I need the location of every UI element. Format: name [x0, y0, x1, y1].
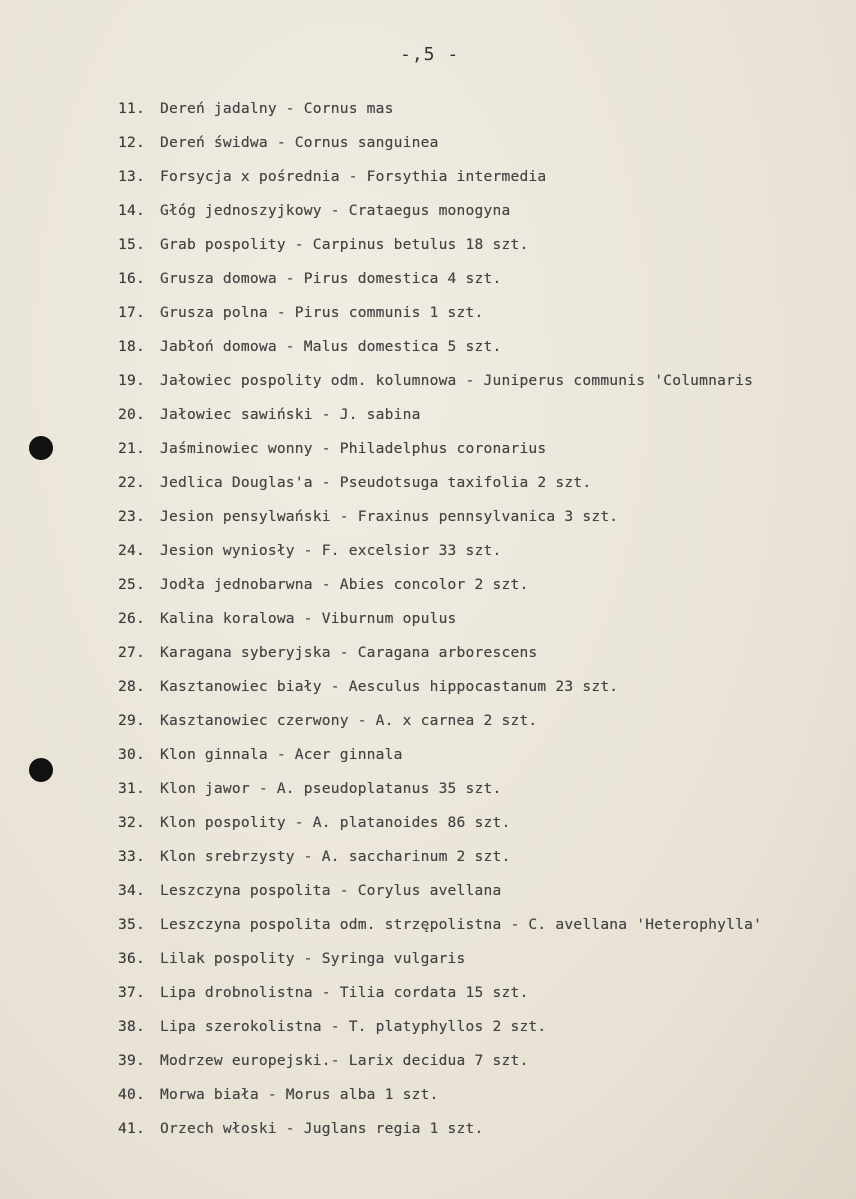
item-number: 36. — [118, 950, 145, 967]
item-number: 32. — [118, 814, 145, 831]
item-number: 16. — [118, 270, 145, 287]
item-number: 39. — [118, 1052, 145, 1069]
item-number: 27. — [118, 644, 145, 661]
item-text: Forsycja x pośrednia - Forsythia intermedia — [160, 168, 547, 185]
item-text: Grusza polna - Pirus communis 1 szt. — [160, 304, 484, 321]
item-text: Modrzew europejski.- Larix decidua 7 szt. — [160, 1052, 529, 1069]
list-item — [118, 404, 856, 438]
item-text: Morwa biała - Morus alba 1 szt. — [160, 1086, 439, 1103]
list-item — [118, 472, 856, 506]
list-item — [118, 132, 856, 166]
list-item — [118, 914, 856, 948]
item-text: Lilak pospolity - Syringa vulgaris — [160, 950, 466, 967]
item-text: Jałowiec pospolity odm. kolumnowa - Juniperus communis 'Columnaris — [160, 372, 754, 389]
list-item — [118, 200, 856, 234]
punch-hole — [29, 758, 53, 782]
item-number: 38. — [118, 1018, 145, 1035]
item-number: 29. — [118, 712, 145, 729]
item-number: 14. — [118, 202, 145, 219]
list-item — [118, 540, 856, 574]
list-item — [118, 438, 856, 472]
item-text: Jodła jednobarwna - Abies concolor 2 szt. — [160, 576, 529, 593]
item-text: Jesion pensylwański - Fraxinus pennsylvanica 3 szt. — [160, 508, 619, 525]
item-number: 30. — [118, 746, 145, 763]
item-text: Karagana syberyjska - Caragana arborescens — [160, 644, 538, 661]
punch-hole — [29, 436, 53, 460]
item-text: Lipa drobnolistna - Tilia cordata 15 szt. — [160, 984, 529, 1001]
list-item — [118, 166, 856, 200]
list-item — [118, 506, 856, 540]
item-text: Orzech włoski - Juglans regia 1 szt. — [160, 1120, 484, 1137]
item-text: Klon jawor - A. pseudoplatanus 35 szt. — [160, 780, 502, 797]
item-number: 35. — [118, 916, 145, 933]
item-text: Dereń świdwa - Cornus sanguinea — [160, 134, 439, 151]
item-number: 15. — [118, 236, 145, 253]
item-number: 26. — [118, 610, 145, 627]
item-text: Leszczyna pospolita odm. strzępolistna - C. avellana 'Heterophylla' — [160, 916, 763, 933]
item-text: Grab pospolity - Carpinus betulus 18 szt. — [160, 236, 529, 253]
item-number: 17. — [118, 304, 145, 321]
item-number: 28. — [118, 678, 145, 695]
item-text: Jedlica Douglas'a - Pseudotsuga taxifolia 2 szt. — [160, 474, 592, 491]
list-item — [118, 710, 856, 744]
list-item — [118, 778, 856, 812]
item-text: Leszczyna pospolita - Corylus avellana — [160, 882, 502, 899]
list-item — [118, 1050, 856, 1084]
list-item — [118, 608, 856, 642]
list-item — [118, 744, 856, 778]
item-number: 25. — [118, 576, 145, 593]
item-text: Lipa szerokolistna - T. platyphyllos 2 szt. — [160, 1018, 547, 1035]
item-number: 33. — [118, 848, 145, 865]
item-number: 11. — [118, 100, 145, 117]
item-number: 34. — [118, 882, 145, 899]
item-number: 22. — [118, 474, 145, 491]
species-list — [118, 98, 856, 1152]
item-number: 13. — [118, 168, 145, 185]
list-item — [118, 370, 856, 404]
item-number: 21. — [118, 440, 145, 457]
list-item — [118, 1084, 856, 1118]
item-number: 41. — [118, 1120, 145, 1137]
list-item — [118, 948, 856, 982]
list-item — [118, 1016, 856, 1050]
item-text: Kalina koralowa - Viburnum opulus — [160, 610, 457, 627]
item-number: 23. — [118, 508, 145, 525]
list-item — [118, 812, 856, 846]
list-item — [118, 336, 856, 370]
item-text: Dereń jadalny - Cornus mas — [160, 100, 394, 117]
list-item — [118, 268, 856, 302]
item-number: 24. — [118, 542, 145, 559]
list-item — [118, 982, 856, 1016]
item-text: Jesion wyniosły - F. excelsior 33 szt. — [160, 542, 502, 559]
item-text: Klon ginnala - Acer ginnala — [160, 746, 403, 763]
list-item — [118, 234, 856, 268]
list-item — [118, 302, 856, 336]
item-number: 37. — [118, 984, 145, 1001]
item-number: 40. — [118, 1086, 145, 1103]
list-item — [118, 1118, 856, 1152]
item-text: Klon pospolity - A. platanoides 86 szt. — [160, 814, 511, 831]
item-number: 31. — [118, 780, 145, 797]
item-text: Grusza domowa - Pirus domestica 4 szt. — [160, 270, 502, 287]
list-item — [118, 846, 856, 880]
list-item — [118, 880, 856, 914]
item-text: Klon srebrzysty - A. saccharinum 2 szt. — [160, 848, 511, 865]
item-text: Kasztanowiec czerwony - A. x carnea 2 szt. — [160, 712, 538, 729]
item-text: Głóg jednoszyjkowy - Crataegus monogyna — [160, 202, 511, 219]
item-text: Jabłoń domowa - Malus domestica 5 szt. — [160, 338, 502, 355]
list-item — [118, 574, 856, 608]
item-number: 19. — [118, 372, 145, 389]
item-number: 20. — [118, 406, 145, 423]
item-text: Kasztanowiec biały - Aesculus hippocastanum 23 szt. — [160, 678, 619, 695]
item-text: Jaśminowiec wonny - Philadelphus coronarius — [160, 440, 547, 457]
list-item — [118, 98, 856, 132]
item-text: Jałowiec sawiński - J. sabina — [160, 406, 421, 423]
list-item — [118, 642, 856, 676]
list-item — [118, 676, 856, 710]
page-number: -,5 - — [400, 44, 460, 65]
item-number: 18. — [118, 338, 145, 355]
item-number: 12. — [118, 134, 145, 151]
